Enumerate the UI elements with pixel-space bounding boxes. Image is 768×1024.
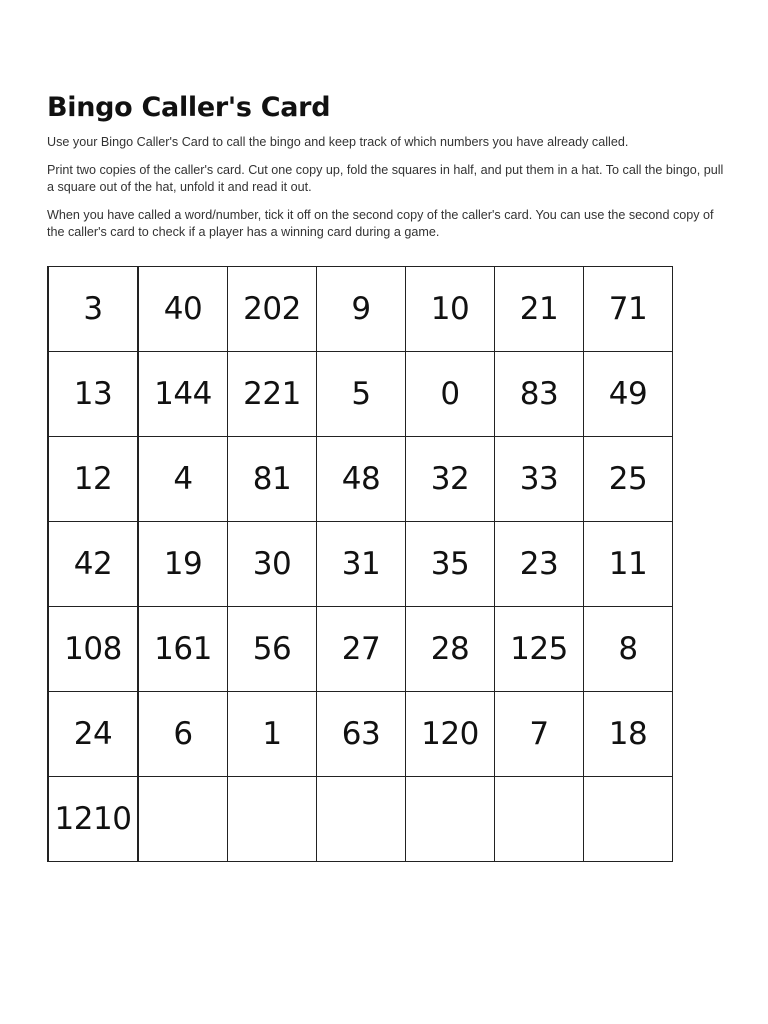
grid-cell-empty [138, 777, 228, 862]
grid-cell: 71 [584, 267, 673, 352]
grid-cell: 42 [48, 522, 138, 607]
grid-cell: 11 [584, 522, 673, 607]
grid-cell: 49 [584, 352, 673, 437]
grid-cell: 108 [48, 607, 138, 692]
grid-cell: 25 [584, 437, 673, 522]
grid-cell: 3 [48, 267, 138, 352]
grid-cell: 48 [317, 437, 406, 522]
grid-cell-empty [584, 777, 673, 862]
grid-cell: 9 [317, 267, 406, 352]
grid-row [48, 437, 673, 522]
grid-cell: 21 [495, 267, 584, 352]
grid-cell: 120 [406, 692, 495, 777]
grid-cell: 13 [48, 352, 138, 437]
grid-cell: 144 [138, 352, 228, 437]
grid-cell: 83 [495, 352, 584, 437]
grid-cell: 31 [317, 522, 406, 607]
page-title: Bingo Caller's Card [47, 92, 331, 123]
grid-cell: 0 [406, 352, 495, 437]
grid-row [48, 352, 673, 437]
grid-row [48, 777, 673, 862]
grid-cell: 18 [584, 692, 673, 777]
grid-row [48, 522, 673, 607]
grid-cell: 56 [228, 607, 317, 692]
instruction-paragraph-1: Use your Bingo Caller's Card to call the bingo and keep track of which numbers you have already called. [47, 135, 629, 149]
grid-cell: 33 [495, 437, 584, 522]
grid-cell-empty [495, 777, 584, 862]
grid-cell: 28 [406, 607, 495, 692]
grid-cell: 8 [584, 607, 673, 692]
instructions-section [47, 88, 737, 252]
grid-cell: 4 [138, 437, 228, 522]
bingo-caller-grid [47, 266, 673, 862]
grid-cell-empty [228, 777, 317, 862]
grid-cell-empty [406, 777, 495, 862]
grid-cell: 202 [228, 267, 317, 352]
grid-row [48, 692, 673, 777]
grid-cell: 81 [228, 437, 317, 522]
grid-cell: 40 [138, 267, 228, 352]
grid-cell: 1 [228, 692, 317, 777]
grid-cell: 6 [138, 692, 228, 777]
grid-cell: 19 [138, 522, 228, 607]
grid-cell: 30 [228, 522, 317, 607]
grid-cell: 12 [48, 437, 138, 522]
grid-row [48, 607, 673, 692]
grid-cell: 27 [317, 607, 406, 692]
grid-cell: 221 [228, 352, 317, 437]
grid-cell: 1210 [48, 777, 138, 862]
grid-cell: 125 [495, 607, 584, 692]
instruction-paragraph-2: Print two copies of the caller's card. Cut one copy up, fold the squares in half, and put them in a hat. To call the bingo, pull a square out of the hat, unfold it and read it out. [47, 162, 724, 194]
grid-row [48, 267, 673, 352]
grid-cell: 35 [406, 522, 495, 607]
grid-cell: 7 [495, 692, 584, 777]
grid-cell: 5 [317, 352, 406, 437]
grid-cell: 24 [48, 692, 138, 777]
grid-cell: 32 [406, 437, 495, 522]
grid-cell: 10 [406, 267, 495, 352]
grid-cell: 23 [495, 522, 584, 607]
grid-cell-empty [317, 777, 406, 862]
instruction-paragraph-3: When you have called a word/number, tick it off on the second copy of the caller's card. You can use the second copy of the caller's card to check if a player has a winning card during a game. [47, 207, 714, 239]
grid-cell: 161 [138, 607, 228, 692]
grid-cell: 63 [317, 692, 406, 777]
